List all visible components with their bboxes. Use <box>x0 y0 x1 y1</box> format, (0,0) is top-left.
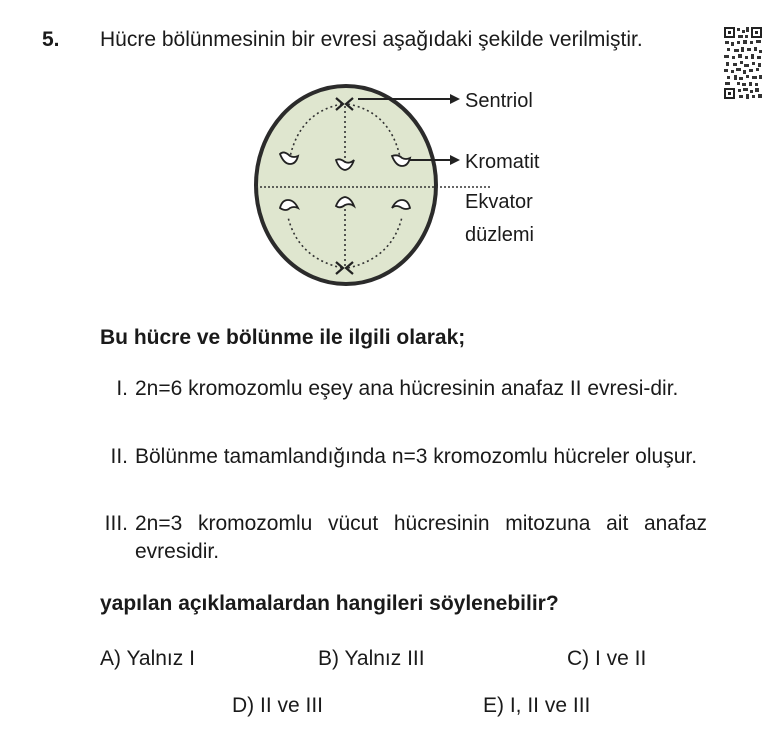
label-duzlemi: düzlemi <box>465 224 534 246</box>
statement-2 <box>100 443 707 503</box>
label-kromatit: Kromatit <box>465 151 540 173</box>
qr-code-icon <box>723 26 763 100</box>
statement-roman: I. <box>116 377 128 400</box>
question-number: 5. <box>42 28 60 51</box>
lead-in: Bu hücre ve bölünme ile ilgili olarak; <box>100 326 466 349</box>
statement-text: 2n=3 kromozomlu vücut hücresinin mitozuna ait anafaz evresidir. <box>135 512 707 563</box>
option-b[interactable]: B) Yalnız III <box>318 647 425 670</box>
question-stem: Hücre bölünmesinin bir evresi aşağıdaki şekilde verilmiştir. <box>100 28 643 51</box>
cell-body <box>256 86 436 284</box>
statement-3 <box>100 510 707 570</box>
option-a[interactable]: A) Yalnız I <box>100 647 195 670</box>
question-ask: yapılan açıklamalardan hangileri söylenebilir? <box>100 592 559 615</box>
option-c[interactable]: C) I ve II <box>567 647 647 670</box>
cell-division-figure <box>250 82 560 288</box>
statement-roman: III. <box>104 512 128 535</box>
option-d[interactable]: D) II ve III <box>232 694 324 717</box>
statement-text: Bölünme tamamlandığında n=3 kromozomlu hücreler oluşur. <box>135 445 698 468</box>
statement-roman: II. <box>110 445 128 468</box>
label-ekvator: Ekvator <box>465 191 533 213</box>
option-e[interactable]: E) I, II ve III <box>483 694 591 717</box>
statement-1 <box>100 375 707 435</box>
label-sentriol: Sentriol <box>465 90 533 112</box>
statement-text: 2n=6 kromozomlu eşey ana hücresinin anafaz II evresi-dir. <box>135 377 679 400</box>
